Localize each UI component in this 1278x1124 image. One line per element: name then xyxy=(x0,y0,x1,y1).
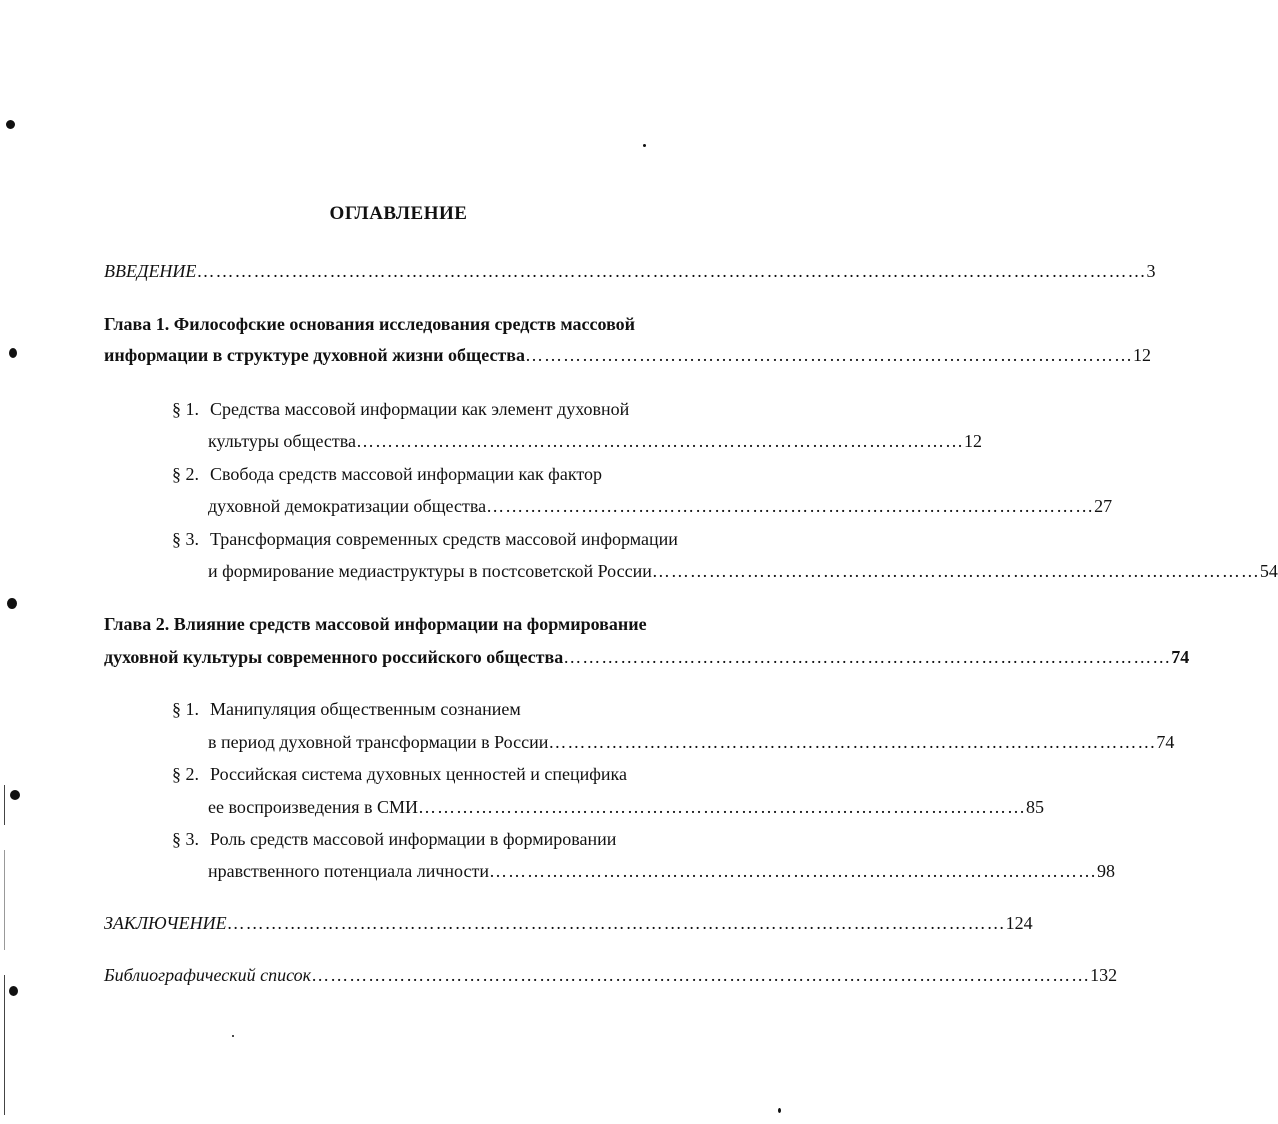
page-title: ОГЛАВЛЕНИЕ xyxy=(329,203,468,224)
toc-entry-label: нравственного потенциала личности xyxy=(208,861,489,881)
dot-leader: …………………………………………………………………………………… xyxy=(563,647,1172,667)
toc-page-number: 124 xyxy=(1005,913,1033,933)
scan-edge-line-3 xyxy=(4,975,5,1115)
scan-mark-2 xyxy=(9,348,17,358)
chapter-1-title-line1: Глава 1. Философские основания исследования средств массовой xyxy=(104,314,636,334)
toc-page-number: 74 xyxy=(1171,647,1190,667)
section-1-1-number: § 1. xyxy=(172,399,199,419)
toc-entry-chapter-1 xyxy=(104,344,1151,366)
dot-leader: …………………………………………………………………………………… xyxy=(418,797,1027,817)
toc-page-number: 98 xyxy=(1096,861,1115,881)
section-1-3-number: § 3. xyxy=(172,529,199,549)
section-1-1-title-line1: Средства массовой информации как элемент духовной xyxy=(210,399,630,419)
section-1-3-title-line1: Трансформация современных средств массовой информации xyxy=(210,529,678,549)
toc-entry-label: ВВЕДЕНИЕ xyxy=(104,261,197,281)
toc-entry-label: ее воспроизведения в СМИ xyxy=(208,797,419,817)
scan-speck-3 xyxy=(778,1108,781,1113)
section-2-3-title-line1: Роль средств массовой информации в формировании xyxy=(210,829,617,849)
section-2-2-number: § 2. xyxy=(172,764,199,784)
toc-page-number: 74 xyxy=(1156,732,1175,752)
toc-page-number: 54 xyxy=(1259,561,1278,581)
dot-leader: …………………………………………………………………………………… xyxy=(488,861,1097,881)
scan-speck-2 xyxy=(232,1035,234,1037)
toc-page-number: 27 xyxy=(1094,496,1113,516)
toc-entry-label: информации в структуре духовной жизни общества xyxy=(104,345,525,365)
toc-entry-section-1-2 xyxy=(208,495,1113,517)
dot-leader: …………………………………………………………………………………………………………… xyxy=(226,913,1006,933)
dot-leader: …………………………………………………………………………………… xyxy=(548,732,1157,752)
toc-entry-section-2-1 xyxy=(208,731,1175,753)
scan-mark-4 xyxy=(10,790,20,800)
scan-edge-line-2 xyxy=(4,850,5,950)
toc-entry-label: и формирование медиаструктуры в постсоветской России xyxy=(208,561,652,581)
dot-leader: …………………………………………………………………………………… xyxy=(651,561,1260,581)
section-2-1-number: § 1. xyxy=(172,699,199,719)
scan-mark-1 xyxy=(6,120,15,129)
toc-entry-section-2-2 xyxy=(208,796,1045,818)
section-2-2-title-line1: Российская система духовных ценностей и специфика xyxy=(210,764,627,784)
toc-entry-label: духовной культуры современного российского общества xyxy=(104,647,564,667)
toc-entry-label: культуры общества xyxy=(208,431,356,451)
toc-entry-bibliography xyxy=(104,964,1118,986)
toc-entry-label: Библиографический список xyxy=(104,965,312,985)
dot-leader: …………………………………………………………………………………… xyxy=(486,496,1095,516)
toc-entry-label: в период духовной трансформации в России xyxy=(208,732,549,752)
toc-entry-chapter-2 xyxy=(104,646,1190,668)
dot-leader: …………………………………………………………………………………………………………… xyxy=(311,965,1091,985)
section-1-2-number: § 2. xyxy=(172,464,199,484)
toc-entry-introduction xyxy=(104,260,1156,282)
toc-entry-section-1-1 xyxy=(208,430,982,452)
dot-leader: …………………………………………………………………………………………………………………………………… xyxy=(196,261,1147,281)
toc-page-number: 85 xyxy=(1026,797,1045,817)
toc-entry-conclusion xyxy=(104,912,1033,934)
toc-page-number: 3 xyxy=(1146,261,1156,281)
scan-edge-line-1 xyxy=(4,785,5,825)
dot-leader: …………………………………………………………………………………… xyxy=(525,345,1133,365)
scan-mark-3 xyxy=(7,598,17,609)
scan-mark-5 xyxy=(9,986,18,996)
dot-leader: …………………………………………………………………………………… xyxy=(356,431,964,451)
chapter-2-title-line1: Глава 2. Влияние средств массовой информации на формирование xyxy=(104,614,647,634)
scan-speck-1 xyxy=(643,144,646,147)
toc-page-number: 12 xyxy=(1133,345,1151,365)
toc-page-number: 132 xyxy=(1090,965,1118,985)
section-2-3-number: § 3. xyxy=(172,829,199,849)
section-2-1-title-line1: Манипуляция общественным сознанием xyxy=(210,699,521,719)
section-1-2-title-line1: Свобода средств массовой информации как фактор xyxy=(210,464,602,484)
toc-entry-label: ЗАКЛЮЧЕНИЕ xyxy=(104,913,227,933)
toc-entry-label: духовной демократизации общества xyxy=(208,496,487,516)
toc-page-number: 12 xyxy=(964,431,982,451)
toc-entry-section-1-3 xyxy=(208,560,1278,582)
toc-entry-section-2-3 xyxy=(208,860,1115,882)
